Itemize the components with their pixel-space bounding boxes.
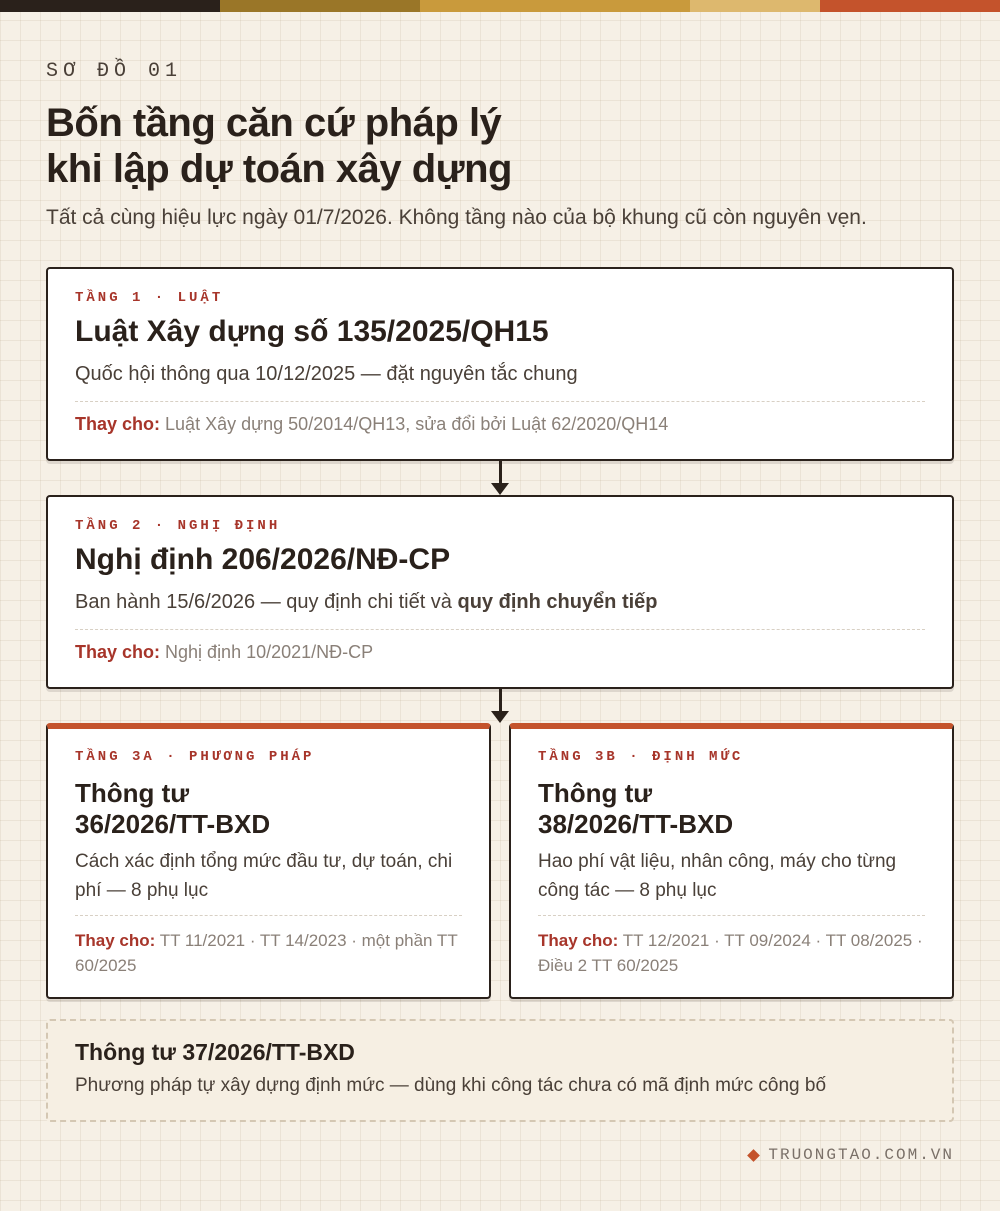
note-description: Phương pháp tự xây dựng định mức — dùng khi công tác chưa có mã định mức công bố	[75, 1075, 827, 1096]
tier-3b-title-line-1: Thông tư	[538, 778, 653, 808]
tier-1-description: Quốc hội thông qua 10/12/2025 — đặt nguyên tắc chung	[75, 363, 578, 385]
page-subtitle: Tất cả cùng hiệu lực ngày 01/7/2026. Không tầng nào của bộ khung cũ còn nguyên vẹn.	[46, 206, 867, 229]
divider	[75, 401, 925, 402]
tier-2-replaces	[75, 642, 373, 663]
divider	[75, 629, 925, 630]
tier-3b-description: Hao phí vật liệu, nhân công, máy cho từng công tác — 8 phụ lục	[538, 851, 897, 901]
divider	[75, 915, 462, 916]
tier-2-description-bold: quy định chuyển tiếp	[457, 591, 658, 613]
tier-2-description-text: Ban hành 15/6/2026 — quy định chi tiết và	[75, 591, 458, 613]
tier-2-description	[75, 591, 658, 614]
tier-2-replaces-text: Nghị định 10/2021/NĐ-CP	[165, 642, 374, 662]
replaces-label: Thay cho:	[75, 931, 156, 950]
replaces-label: Thay cho:	[75, 642, 161, 662]
tier-2-card	[46, 495, 954, 689]
tier-3b-card	[509, 723, 954, 999]
note-title: Thông tư 37/2026/TT-BXD	[75, 1039, 355, 1065]
title-line-1: Bốn tầng căn cứ pháp lý	[46, 101, 502, 145]
color-bar-segment	[220, 0, 420, 12]
replaces-label: Thay cho:	[75, 414, 161, 434]
tier-1-replaces	[75, 414, 668, 435]
diagram-eyebrow: SƠ ĐỒ 01	[46, 60, 183, 83]
tier-1-tag: TẦNG 1 · LUẬT	[75, 290, 224, 306]
supplementary-note-card	[46, 1019, 954, 1122]
color-bar-segment	[420, 0, 690, 12]
tier-1-replaces-text: Luật Xây dựng 50/2014/QH13, sửa đổi bởi Luật 62/2020/QH14	[165, 414, 669, 434]
color-bar-segment	[690, 0, 820, 12]
replaces-label: Thay cho:	[538, 931, 619, 950]
page-title	[46, 100, 512, 192]
tier-3b-title	[538, 778, 733, 840]
tier-3a-replaces	[75, 928, 470, 978]
top-color-bar	[0, 0, 1000, 12]
tier-3a-title-line-2: 36/2026/TT-BXD	[75, 809, 271, 839]
tier-1-card	[46, 267, 954, 461]
tier-3a-card	[46, 723, 491, 999]
tier-2-tag: TẦNG 2 · NGHỊ ĐỊNH	[75, 518, 281, 534]
tier-3a-replaces-text: TT 11/2021 · TT 14/2023 · một phần TT 60/2025	[75, 931, 458, 975]
tier-2-title: Nghị định 206/2026/NĐ-CP	[75, 543, 451, 576]
tier-3b-title-line-2: 38/2026/TT-BXD	[538, 809, 734, 839]
color-bar-segment	[820, 0, 1000, 12]
tier-3b-replaces-text: TT 12/2021 · TT 09/2024 · TT 08/2025 · Điều 2 TT 60/2025	[538, 931, 923, 975]
footer-source	[749, 1146, 954, 1164]
source-label: TRUONGTAO.COM.VN	[768, 1146, 954, 1164]
color-bar-segment	[0, 0, 220, 12]
tier-3a-tag: TẦNG 3A · PHƯƠNG PHÁP	[75, 749, 315, 765]
title-line-2: khi lập dự toán xây dựng	[46, 147, 512, 191]
tier-3a-description: Cách xác định tổng mức đầu tư, dự toán, chi phí — 8 phụ lục	[75, 851, 453, 901]
tier-3b-tag: TẦNG 3B · ĐỊNH MỨC	[538, 749, 744, 765]
diamond-icon	[748, 1149, 761, 1162]
tier-1-title: Luật Xây dựng số 135/2025/QH15	[75, 315, 549, 348]
arrow-down-icon	[490, 461, 510, 495]
tier-3b-replaces	[538, 928, 933, 978]
tier-3a-title	[75, 778, 270, 840]
arrow-down-icon	[490, 689, 510, 723]
tier-3a-title-line-1: Thông tư	[75, 778, 190, 808]
divider	[538, 915, 925, 916]
